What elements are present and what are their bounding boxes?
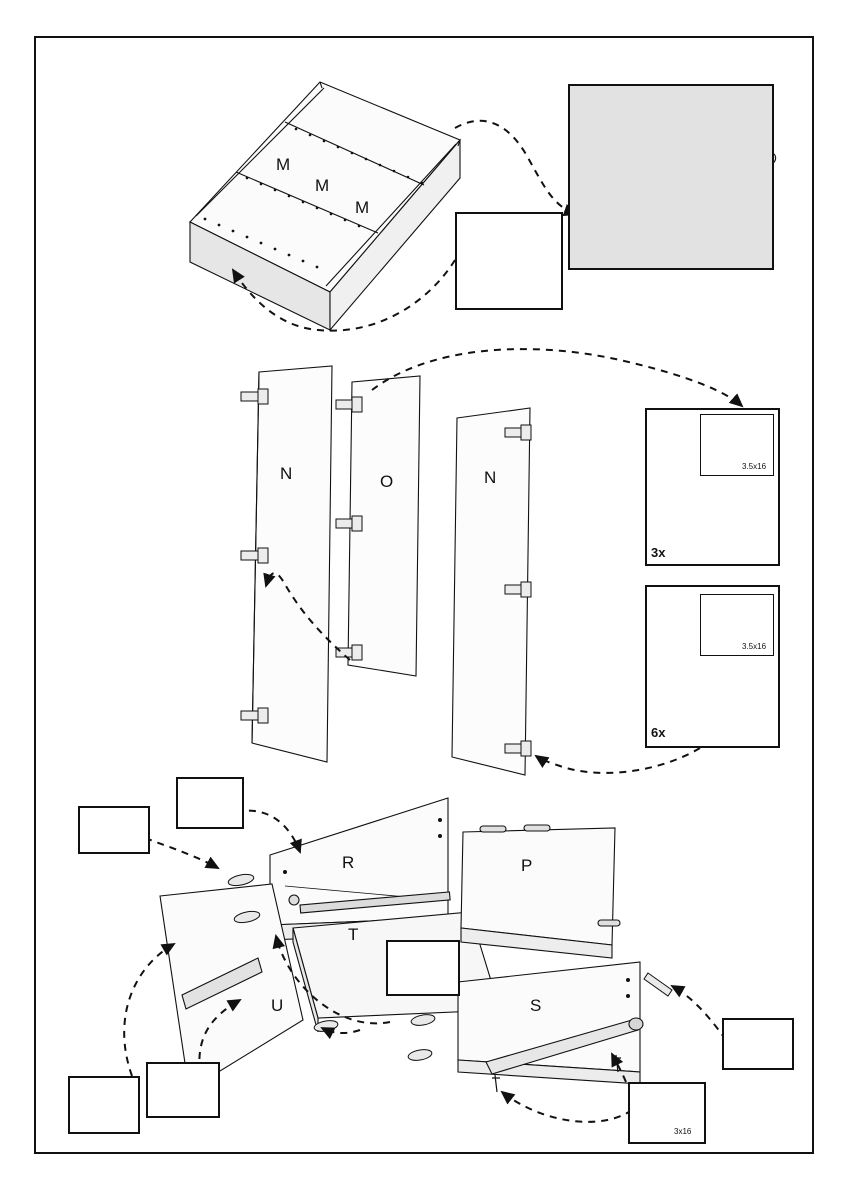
part-label-M2: M	[315, 176, 330, 195]
flat-head-screw-box	[628, 1082, 706, 1144]
part-label-R: R	[342, 853, 355, 872]
part-label-M3: M	[355, 198, 370, 217]
part-label-S: S	[530, 996, 542, 1015]
screw-size-label-3: 3x16	[674, 1127, 692, 1136]
screw-size-label-1: 3.5x16	[742, 462, 767, 471]
part-label-P: P	[521, 856, 533, 875]
panel-P	[461, 825, 620, 958]
screw-size-label-2: 3.5x16	[742, 642, 767, 651]
part-label-N2: N	[484, 468, 497, 487]
wood-screw-box	[68, 1076, 140, 1134]
long-screw-box	[722, 1018, 794, 1070]
drawer-box	[190, 82, 460, 330]
part-label-N1: N	[280, 464, 293, 483]
hammer-photo	[568, 84, 774, 270]
panel-S	[458, 962, 643, 1084]
dowel-box	[78, 806, 150, 854]
rail-profile-detail-box	[455, 212, 563, 310]
door-panel-left	[252, 366, 332, 762]
cam-bolt-box	[386, 940, 460, 996]
part-label-M1: M	[276, 155, 291, 174]
count-label-3x: 3x	[651, 545, 666, 560]
part-label-T: T	[348, 925, 359, 944]
count-label-6x: 6x	[651, 725, 666, 740]
cam-lock-box	[176, 777, 244, 829]
plastic-strip-box	[146, 1062, 220, 1118]
part-label-O: O	[380, 472, 394, 491]
part-label-U: U	[271, 996, 284, 1015]
